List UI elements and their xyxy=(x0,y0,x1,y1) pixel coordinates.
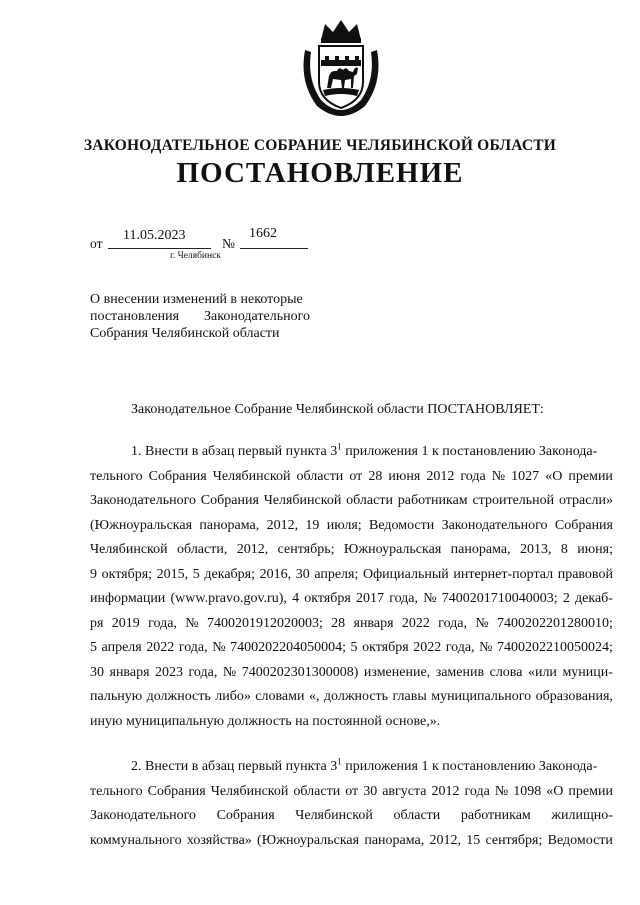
preamble: Законодательное Собрание Челябинской области ПОСТАНОВЛЯЕТ: xyxy=(131,402,544,417)
paragraph-line: ря 2019 года, № 7400201912020003; 28 января 2022 года, № 7400202201280010; xyxy=(90,615,613,631)
paragraph-line: информации (www.pravo.gov.ru), 4 октября 2017 года, № 7400201710040003; 2 декаб- xyxy=(90,591,613,606)
number-underline xyxy=(240,248,308,249)
paragraph-line: 9 октября; 2015, 5 декабря; 2016, 30 апреля; Официальный интернет-портал правовой xyxy=(90,566,613,582)
paragraph-2 xyxy=(90,755,613,853)
date-label: от xyxy=(90,236,103,251)
paragraph-line: пальную должность либо» словами «, должность главы муниципального образования, xyxy=(90,689,613,704)
paragraph-line: Законодательного Собрания Челябинской области работникам строительной отрасли» xyxy=(90,493,613,508)
document-type-title: ПОСТАНОВЛЕНИЕ xyxy=(176,157,464,189)
paragraph-line xyxy=(90,440,613,465)
coat-of-arms-emblem xyxy=(295,16,387,118)
paragraph-line: тельного Собрания Челябинской области от 30 августа 2012 года № 1098 «О премии xyxy=(90,783,613,799)
paragraph-line: иную муниципальную должность на постоянной основе,». xyxy=(90,713,441,729)
date-underline xyxy=(108,248,211,249)
document-subject xyxy=(90,291,310,342)
paragraph-start: 1. Внести в абзац первый пункта $3^1$ приложения 1 к постановлению Законода- xyxy=(131,441,598,459)
document-date: 11.05.2023 xyxy=(123,228,186,243)
paragraph-line: 30 января 2023 года, № 7400202301300008) изменение, заменив слова «или муници- xyxy=(90,664,613,680)
subject-word: Законодательного xyxy=(204,309,310,324)
paragraph-line: 5 апреля 2022 года, № 7400202204050004; 5 октября 2022 года, № 7400202210050024; xyxy=(90,640,613,655)
number-label: № xyxy=(222,236,235,251)
subject-line: О внесении изменений в некоторые xyxy=(90,292,303,307)
paragraph-line: Законодательного Собрания Челябинской области работникам жилищно- xyxy=(90,808,613,823)
city-label: г. Челябинск xyxy=(170,251,221,261)
document-number: 1662 xyxy=(249,226,277,241)
paragraph-line: (Южноуральская панорама, 2012, 19 июля; Ведомости Законодательного Собрания xyxy=(90,517,613,533)
paragraph-line xyxy=(90,755,613,780)
paragraph-line: тельного Собрания Челябинской области от 28 июня 2012 года № 1027 «О премии xyxy=(90,468,613,484)
paragraph-line: Челябинской области, 2012, сентябрь; Южноуральская панорама, 2013, 8 июня; xyxy=(90,542,613,557)
subject-word: постановления xyxy=(90,309,180,324)
subject-line: Собрания Челябинской области xyxy=(90,326,280,341)
subject-line xyxy=(90,308,310,325)
paragraph-start: 2. Внести в абзац первый пункта $3^1$ приложения 1 к постановлению Законода- xyxy=(131,756,598,774)
paragraph-line: коммунального хозяйства» (Южноуральская панорама, 2012, 15 сентября; Ведомости xyxy=(90,832,613,848)
organization-title: ЗАКОНОДАТЕЛЬНОЕ СОБРАНИЕ ЧЕЛЯБИНСКОЙ ОБЛАСТИ xyxy=(83,137,557,154)
paragraph-1 xyxy=(90,440,613,734)
